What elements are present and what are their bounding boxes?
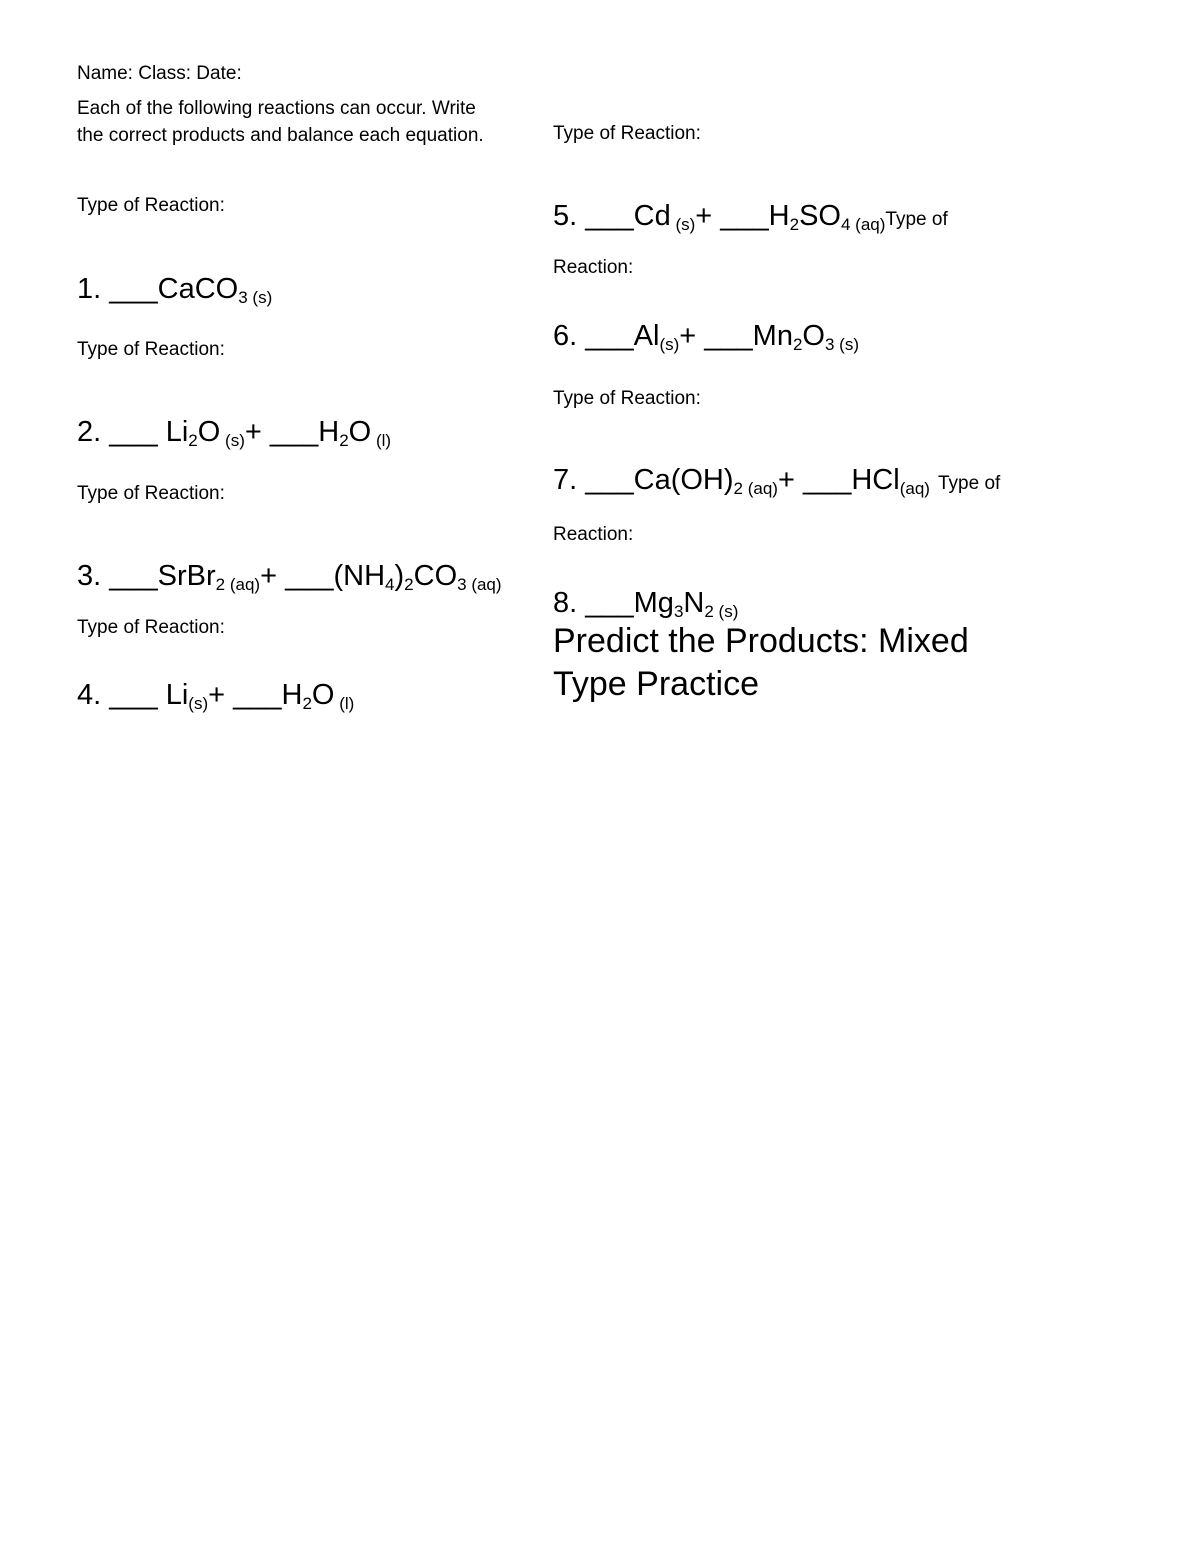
equation-7: 7. $\_\_\_Ca(OH)_2$ $_{(aq)}$+ ___HCl$_{(aq)}$ Type of: [553, 464, 1001, 498]
answer-blank[interactable]: ___: [585, 464, 634, 496]
answer-blank[interactable]: ___: [269, 416, 319, 448]
equation-1: 1. ___CaCO$_3$ $_{(s)}$: [77, 273, 273, 307]
type-of-reaction-label: Type of Reaction:: [553, 123, 701, 144]
reaction-label: Reaction:: [553, 524, 634, 545]
type-of-label: Type of: [938, 473, 1001, 494]
equation-3: 3. ___SrBr$_2$ $_{(aq)}+ \_\_\_(NH_4)_2CO_3$ $_{(aq)}$: [77, 560, 502, 594]
instructions-line-2: the correct products and balance each equation.: [77, 125, 484, 146]
worksheet-title-line-2: Type Practice: [553, 665, 759, 703]
type-of-reaction-label: Type of Reaction:: [77, 483, 225, 504]
worksheet-title-line-1: Predict the Products: Mixed: [553, 622, 969, 660]
equation-2: 2. ___ $Li_2O$ $_{(s)}+ \_\_\_H_2O$ $_{(l)}$: [77, 416, 392, 450]
equation-4: 4. ___ $Li_{(s)}+$ $\_\_\_H_2O$ $_{(l)}$: [77, 679, 355, 713]
type-of-reaction-label: Type of Reaction:: [77, 617, 225, 638]
answer-blank[interactable]: ___: [704, 320, 753, 352]
answer-blank[interactable]: ___: [109, 560, 158, 592]
type-of-reaction-label: Type of Reaction:: [77, 195, 225, 216]
type-of-reaction-label: Type of Reaction:: [553, 388, 701, 409]
answer-blank[interactable]: ___: [802, 464, 852, 496]
equation-6: 6. $\_\_\_Al_{(s)}+$ $\_\_\_Mn_2O_3$ $_{(s)}$: [553, 320, 859, 354]
equation-8: 8. $\_\_\_Mg_3N_2$ $_{(s)}$: [553, 587, 739, 621]
answer-blank[interactable]: ___: [109, 679, 158, 711]
answer-blank[interactable]: ___: [109, 416, 158, 448]
answer-blank[interactable]: ___: [585, 320, 634, 352]
name-class-date: Name: Class: Date:: [77, 63, 242, 84]
answer-blank[interactable]: ___: [233, 679, 282, 711]
reaction-label: Reaction:: [553, 257, 634, 278]
answer-blank[interactable]: ___: [585, 587, 634, 619]
type-of-label: Type of: [885, 209, 948, 230]
answer-blank[interactable]: ___: [720, 200, 769, 232]
type-of-reaction-label: Type of Reaction:: [77, 339, 225, 360]
answer-blank[interactable]: ___: [109, 273, 158, 305]
answer-blank[interactable]: ___: [285, 560, 334, 592]
answer-blank[interactable]: ___: [585, 200, 634, 232]
instructions-line-1: Each of the following reactions can occur. Write: [77, 98, 476, 119]
equation-5: 5. ___Cd $_{(s)}+ \_\_\_H_2SO_4$ $_{(aq)}$Type of: [553, 200, 948, 234]
